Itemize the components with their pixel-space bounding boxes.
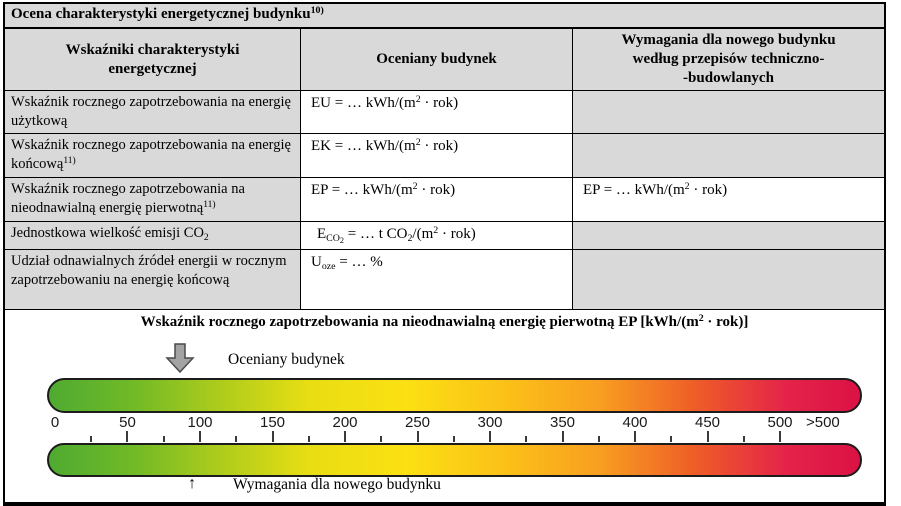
text-segment: · rok): [417, 182, 456, 198]
text-segment: · rok): [438, 226, 476, 242]
text-segment: Udział odnawialnych źródeł energii w rocznym zapotrzebowaniu na energię końcową: [11, 253, 287, 288]
row-ep-label: [5, 178, 301, 221]
header-assessed-building: Oceniany budynek: [301, 29, 573, 90]
scale-tick: [707, 431, 709, 442]
text-segment: Wskaźnik rocznego zapotrzebowania na energię użytkową: [11, 94, 291, 129]
table-row: [5, 222, 884, 250]
row-uoze-label: [5, 250, 301, 309]
text-segment: 10): [310, 5, 324, 17]
text-segment: · rok)]: [703, 314, 749, 330]
row-co2-requirement: [573, 222, 884, 249]
text-segment: 2: [407, 232, 413, 244]
row-ek-label: [5, 134, 301, 177]
row-ek-requirement: [573, 134, 884, 177]
scale-tick: [562, 431, 564, 442]
text-segment: = … %: [335, 254, 383, 270]
text-segment: · rok): [420, 138, 459, 154]
scale-tick: [634, 431, 636, 442]
row-co2-label: [5, 222, 301, 249]
document-title: [5, 4, 884, 29]
row-uoze-requirement: [573, 250, 884, 309]
text-segment: 2: [412, 181, 418, 193]
text-segment: EU = … kWh/(m: [311, 95, 416, 111]
text-segment: 2: [684, 181, 690, 193]
text-segment: · rok): [689, 182, 728, 198]
scale-tick: [199, 431, 201, 442]
scale-label: 350: [549, 414, 576, 431]
scale-label: 500: [767, 414, 793, 431]
header-indicators: Wskaźniki charakterystyki energetycznej: [5, 29, 301, 90]
scale-tick: [272, 431, 274, 442]
building-marker: [165, 343, 195, 378]
requirement-marker up-arrow-icon: ↑: [188, 475, 197, 492]
text-segment: 2: [415, 94, 421, 106]
scale-label: 150: [259, 414, 286, 431]
text-segment: 2: [433, 225, 439, 237]
text-segment: Wskaźnik rocznego zapotrzebowania na nieodnawialną energię pierwotną: [11, 181, 245, 216]
building-marker-label: Oceniany budynek: [228, 351, 345, 368]
scale-tick: [525, 436, 527, 442]
text-segment: E: [317, 226, 327, 242]
ep-scale-section: [5, 310, 884, 502]
scale-label: 100: [187, 414, 213, 431]
text-segment: 2: [339, 235, 345, 245]
text-segment: 2: [203, 231, 209, 243]
text-segment: Ocena charakterystyki energetycznej budynku: [11, 6, 311, 22]
ep-gradient-bar-top: [47, 378, 862, 413]
row-ek-value: [301, 134, 573, 177]
scale-label: 300: [477, 414, 503, 431]
row-co2-value: [301, 222, 573, 249]
row-eu-value: [301, 91, 573, 133]
requirement-marker-label: Wymagania dla nowego budynku: [233, 476, 441, 493]
text-segment: 2: [698, 313, 704, 325]
scale-label: 0: [50, 414, 60, 431]
row-eu-label: [5, 91, 301, 133]
text-segment: CO: [326, 232, 340, 244]
scale-tick: [489, 431, 491, 442]
row-uoze-value: [301, 250, 573, 309]
scale-label: 400: [622, 414, 648, 431]
text-segment: Jednostkowa wielkość emisji CO: [11, 225, 204, 241]
scale-tick: [670, 436, 672, 442]
scale-tick: [743, 436, 745, 442]
scale-label: 450: [694, 414, 721, 431]
table-row: [5, 178, 884, 222]
text-segment: EK = … kWh/(m: [311, 138, 416, 154]
table-row: [5, 250, 884, 310]
row-eu-requirement: [573, 91, 884, 133]
scale-tick: [598, 436, 600, 442]
header-requirements: Wymagania dla nowego budynku według przepisów techniczno- -budowlanych: [573, 29, 884, 90]
scale-label: 50: [119, 414, 136, 431]
text-segment: 11): [63, 155, 76, 167]
scale-tick: [163, 436, 165, 442]
scale-tick: [90, 436, 92, 442]
scale-label: 200: [332, 414, 358, 431]
text-segment: 2: [415, 137, 421, 149]
row-ep-requirement: [573, 178, 884, 221]
text-segment: /(m: [412, 226, 434, 242]
scale-tick: [344, 431, 346, 442]
ep-gradient-bar-bottom: [47, 443, 862, 477]
table-header-row: [5, 29, 884, 91]
text-segment: 11): [203, 199, 216, 211]
scale-tick: [453, 436, 455, 442]
scale-strip: [47, 413, 862, 443]
text-segment: Wskaźnik rocznego zapotrzebowania na nieodnawialną energię pierwotną EP [kWh/(m: [140, 314, 699, 330]
energy-assessment-document: [3, 2, 886, 506]
row-ep-value: [301, 178, 573, 221]
text-segment: = … t CO: [344, 226, 408, 242]
scale-tick: [779, 431, 781, 442]
scale-label-overflow: >500: [805, 414, 840, 431]
text-segment: EP = … kWh/(m: [583, 182, 685, 198]
scale-tick: [308, 436, 310, 442]
scale-tick: [235, 436, 237, 442]
text-segment: U: [311, 254, 322, 270]
text-segment: · rok): [420, 95, 459, 111]
scale-label: 250: [404, 414, 431, 431]
text-segment: oze: [321, 260, 336, 272]
scale-tick: [380, 436, 382, 442]
text-segment: EP = … kWh/(m: [311, 182, 413, 198]
text-segment: Wskaźnik rocznego zapotrzebowania na energię końcową: [11, 137, 291, 172]
table-row: [5, 134, 884, 178]
scale-tick: [126, 431, 128, 442]
table-row: [5, 91, 884, 134]
down-arrow-icon: [165, 343, 195, 373]
scale-tick: [417, 431, 419, 442]
ep-scale: [47, 310, 862, 502]
